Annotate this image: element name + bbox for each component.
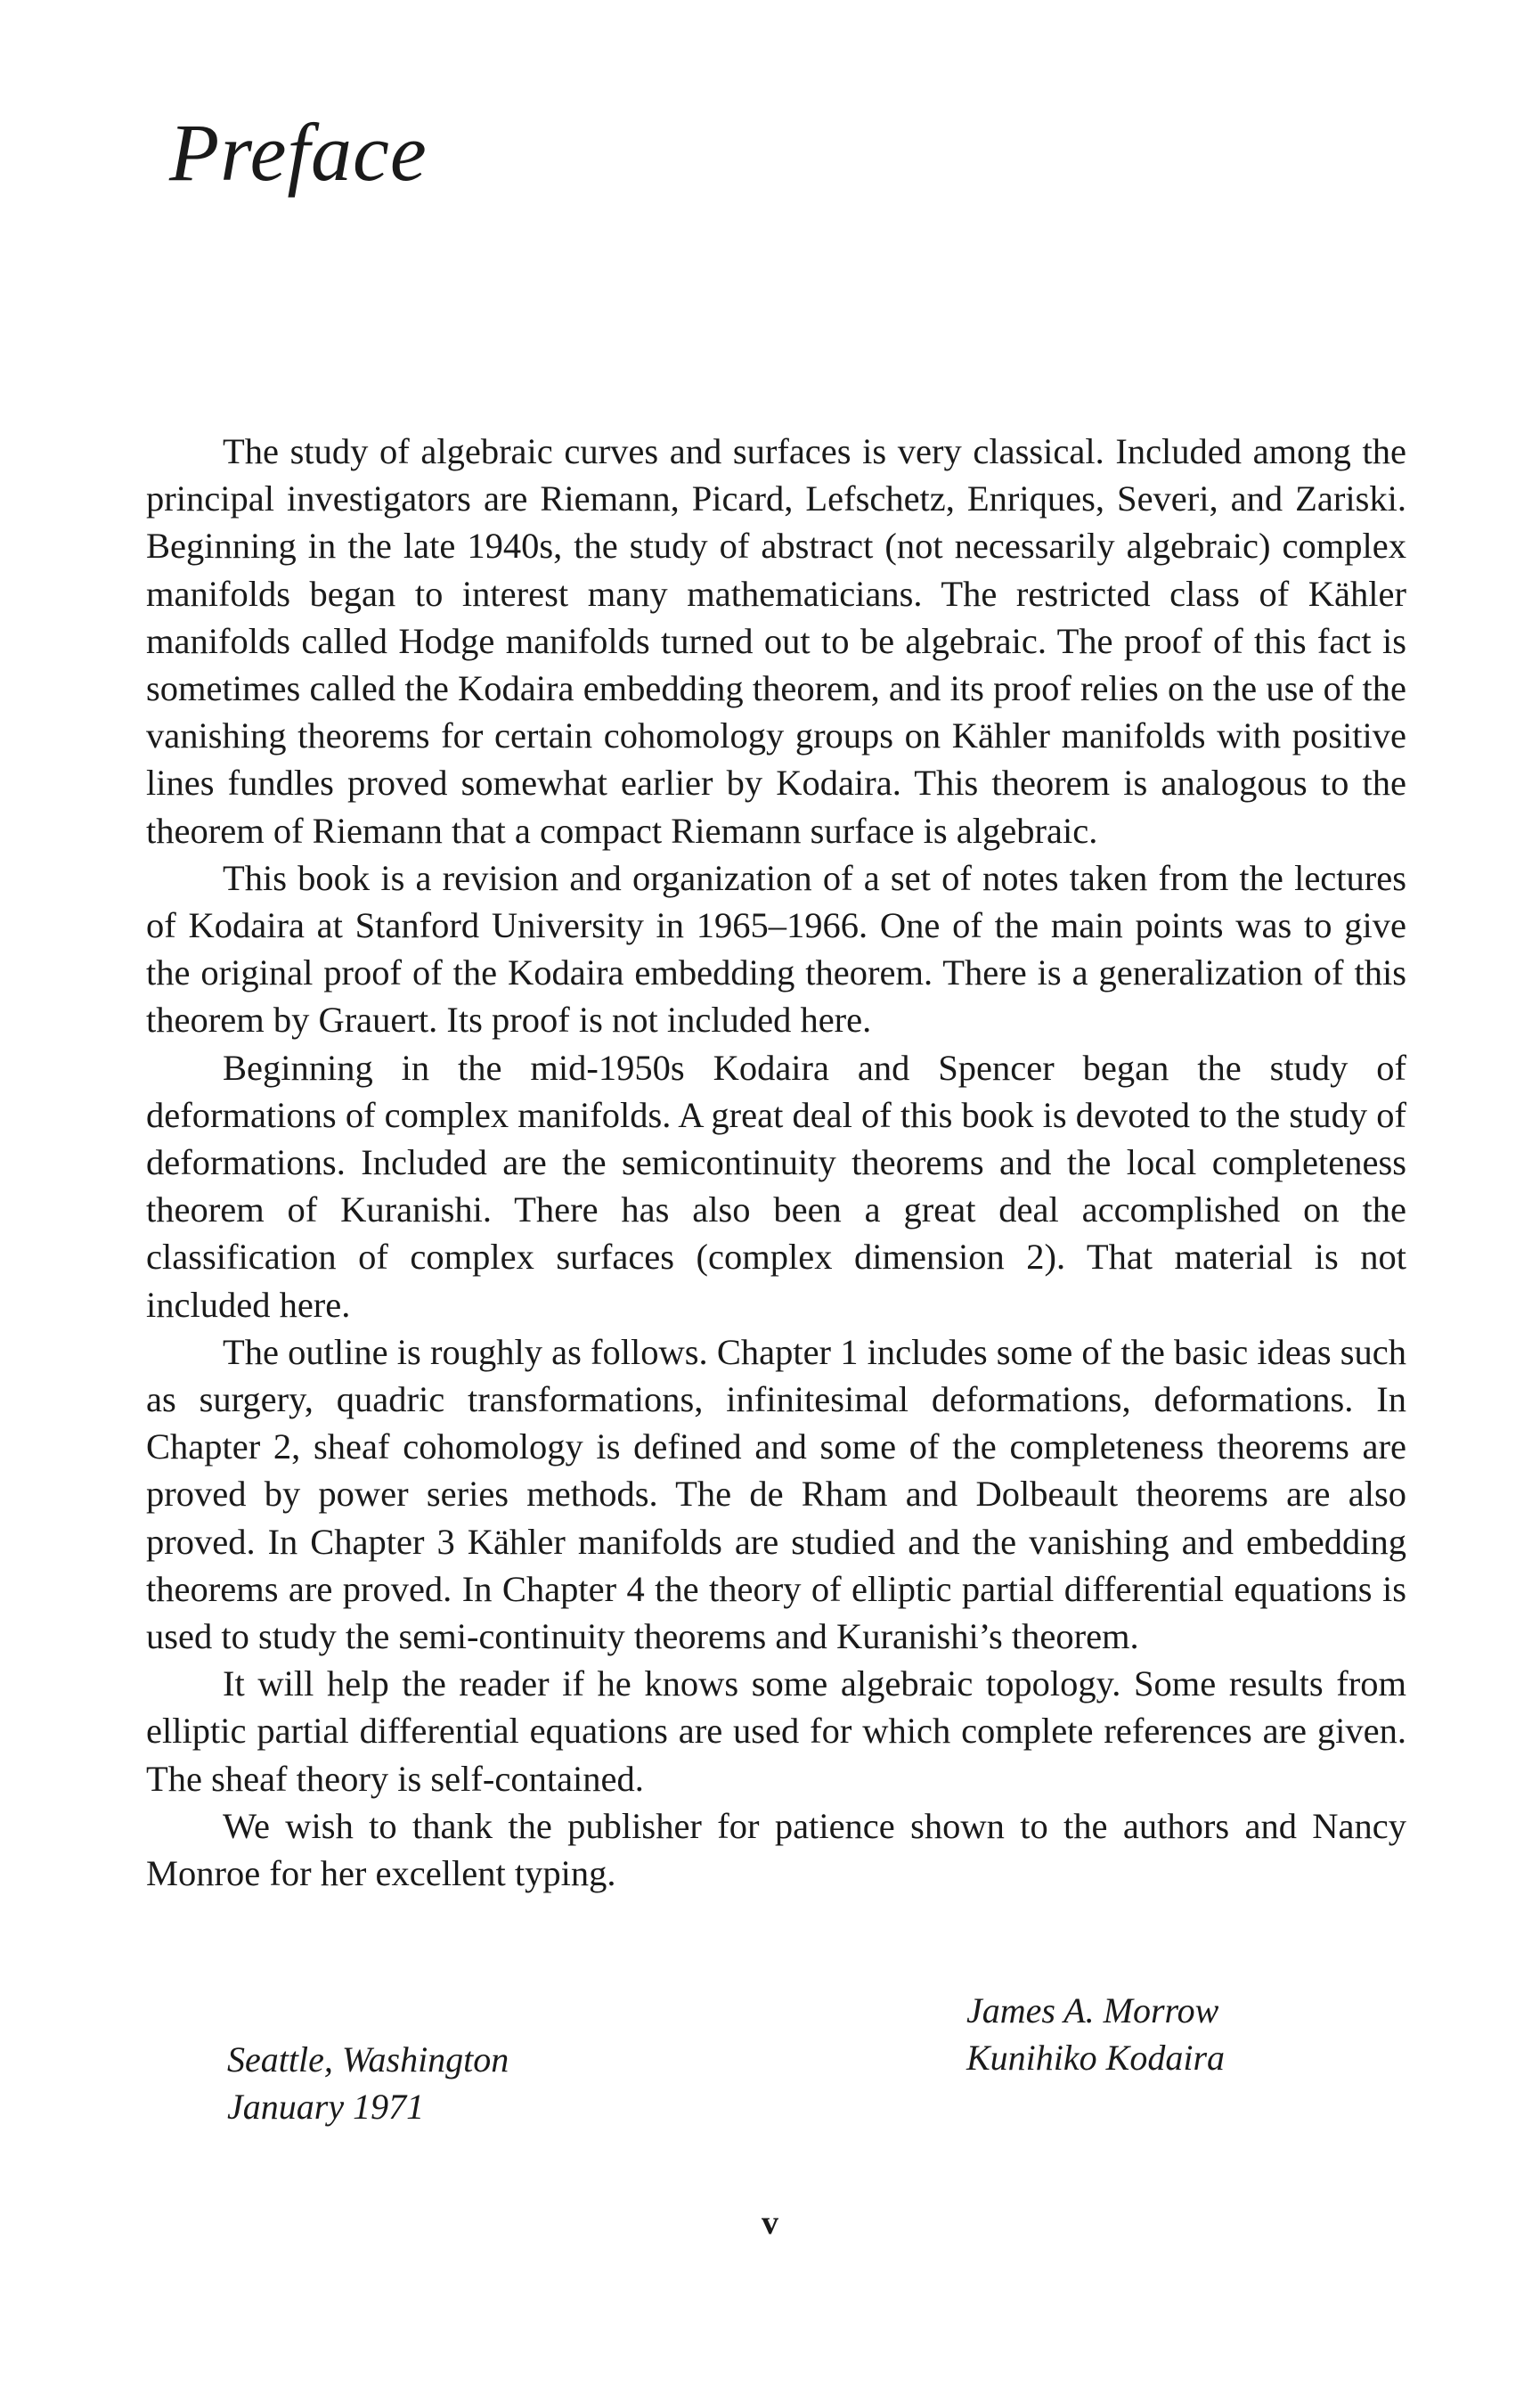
paragraph-6: We wish to thank the publisher for patience shown to the authors and Nancy Monroe for her excellent typing. xyxy=(146,1805,1406,1894)
paragraph-1: The study of algebraic curves and surfaces is very classical. Included among the principal investigators are Riemann, Picard, Lefschetz, Enriques, Severi, and Zariski. Beginning in the late 1940s, the study of abstract (not necessarily algebraic) complex manifolds began to interest many mathematicians. The restricted class of Kähler manifolds called Hodge manifolds turned out to be algebraic. The proof of this fact is sometimes called the Kodaira embedding theorem, and its proof relies on the use of the vanishing theorems for certain cohomology groups on Kähler manifolds with positive lines fundles proved somewhat earlier by Kodaira. This theorem is analogous to the theorem of Riemann that a compact Riemann surface is algebraic. xyxy=(146,431,1406,851)
signature-place: Seattle, Washington xyxy=(227,2039,509,2079)
page-title: Preface xyxy=(169,107,428,198)
preface-body xyxy=(146,428,1406,1897)
author-name: Kunihiko Kodaira xyxy=(966,2038,1226,2078)
signature-authors xyxy=(966,1987,1225,2081)
signature-place-date xyxy=(227,2036,509,2130)
paragraph-3: Beginning in the mid-1950s Kodaira and Spencer began the study of deformations of complex manifolds. A great deal of this book is devoted to the study of deformations. Included are the semicontinuity theorems and the local completeness theorem of Kuranishi. There has also been a great deal accomplished on the classification of complex surfaces (complex dimension 2). That material is not included here. xyxy=(146,1047,1406,1325)
paragraph-4: The outline is roughly as follows. Chapter 1 includes some of the basic ideas such as surgery, quadric transformations, infinitesimal deformations, deformations. In Chapter 2, sheaf cohomology is defined and some of the completeness theorems are proved by power series methods. The de Rham and Dolbeault theorems are also proved. In Chapter 3 Kähler manifolds are studied and the vanishing and embedding theorems are proved. In Chapter 4 the theory of elliptic partial differential equations is used to study the semi-continuity theorems and Kuranishi’s theorem. xyxy=(146,1331,1406,1657)
paragraph-2: This book is a revision and organization of a set of notes taken from the lectures of Kodaira at Stanford University in 1965–1966. One of the main points was to give the original proof of the Kodaira embedding theorem. There is a generalization of this theorem by Grauert. Its proof is not included here. xyxy=(146,857,1406,1041)
paragraph-5: It will help the reader if he knows some algebraic topology. Some results from elliptic partial differential equations are used for which complete references are given. The sheaf theory is self-contained. xyxy=(146,1663,1406,1799)
author-name: James A. Morrow xyxy=(966,1990,1219,2030)
page-number: v xyxy=(762,2204,778,2242)
signature-date: January 1971 xyxy=(227,2087,425,2127)
